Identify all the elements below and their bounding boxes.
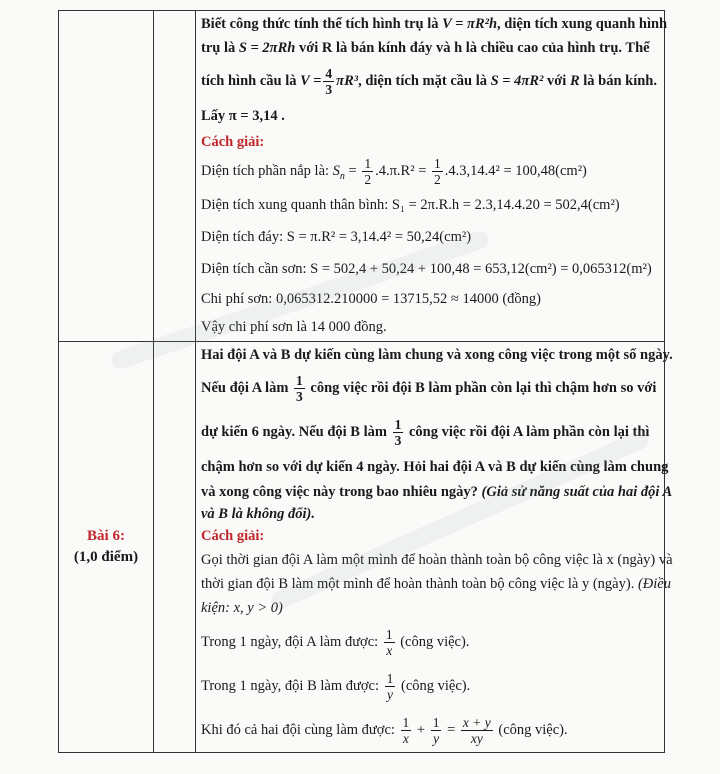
step-rate-b: Trong 1 ngày, đội B làm được: $\frac{1}{y}$ (công việc).: [201, 671, 471, 703]
text: , diện tích mặt cầu là: [358, 73, 491, 89]
fraction-4-3: $\frac{4}{3}$: [325, 66, 333, 98]
label-cell-empty: [59, 11, 154, 342]
problem-score: (1,0 điểm): [73, 549, 139, 565]
question-line-5: và xong công việc này trong bao nhiêu ngày? (Giả sử năng suất của hai đội A: [201, 484, 673, 500]
formula-cylinder-volume: V = πR²h: [442, 16, 498, 32]
question-line-3: dự kiến 6 ngày. Nếu đội B làm $\frac{1}{3}$ công việc rồi đội A làm phần còn lại thì: [201, 417, 650, 449]
solution-heading: Cách giải:: [201, 528, 265, 544]
formula-cylinder-area: S = 2πRh: [238, 40, 296, 56]
fraction-1-x: $\frac{1}{x}$: [402, 715, 410, 747]
step-define-1: Gọi thời gian đội A làm một mình để hoàn thành toàn bộ công việc là x (ngày) và: [201, 552, 673, 568]
solution-heading: Cách giải:: [201, 134, 265, 150]
solution-cell-bai6: [196, 342, 673, 753]
fraction-1-2: $\frac{1}{2}$: [434, 156, 441, 188]
given-line-4: Lấy π = 3,14 .: [201, 108, 285, 124]
score-cell-empty: [154, 11, 196, 342]
step-rate-both: Khi đó cả hai đội cùng làm được: $\frac{1}{x}$ + $\frac{1}{y}$ = $\frac{x + y}{xy}$ (công việc).: [201, 715, 568, 747]
text: tích hình cầu là: [201, 73, 301, 89]
solution-table: [58, 10, 673, 753]
fraction-1-2: $\frac{1}{2}$: [364, 156, 372, 188]
given-line-1: [196, 13, 668, 35]
given-line-2: [196, 35, 664, 61]
solution-cell-bai5: [196, 11, 668, 342]
fraction-1-x: $\frac{1}{x}$: [385, 627, 393, 659]
fraction-1-y: $\frac{1}{y}$: [386, 671, 394, 703]
step-define-2: thời gian đội B làm một mình để hoàn thành toàn bộ công việc là y (ngày). (Điều: [201, 576, 671, 592]
question-line-4: chậm hơn so với dự kiến 4 ngày. Hỏi hai đội A và B dự kiến cùng làm chung: [201, 459, 669, 475]
fraction-1-3: $\frac{1}{3}$: [296, 373, 303, 405]
step-base-area: Diện tích đáy: S = π.R² = 3,14.4² = 50,24(cm²): [201, 229, 472, 245]
formula-sphere-area: S = 4πR²: [490, 73, 544, 89]
fraction-sum: $\frac{x + y}{xy}$: [462, 715, 491, 747]
table-row: [59, 11, 665, 342]
step-rate-a: Trong 1 ngày, đội A làm được: $\frac{1}{x}$ (công việc).: [201, 627, 470, 659]
text: Biết công thức tính thể tích hình trụ là: [201, 16, 443, 32]
problem-title: Bài 6:: [87, 528, 125, 544]
step-paint-cost: Chi phí sơn: 0,065312.210000 = 13715,52 ≈ 14000 (đồng): [201, 291, 541, 307]
table-row: [59, 342, 665, 753]
step-lid-area: Diện tích phần nắp là: $S_n$ = $\frac{1}{2}$ .4.π.R² = $\frac{1}{2}$ .4.3,14.4² = 100,48(cm²): [201, 156, 587, 188]
text: với R là bán kính đáy và h là chiều cao của hình trụ. Thể: [295, 40, 650, 56]
question-line-6: và B là không đổi).: [201, 506, 315, 522]
question-line-2: Nếu đội A làm $\frac{1}{3}$ công việc rồi đội B làm phần còn lại thì chậm hơn so với: [201, 373, 657, 405]
given-line-3: tích hình cầu là V = $\frac{4}{3}$ πR³, diện tích mặt cầu là S = 4πR² với R là bán kính.: [201, 66, 657, 98]
step-conclusion: Vậy chi phí sơn là 14 000 đồng.: [201, 319, 387, 335]
score-cell-empty: [154, 342, 196, 753]
step-side-area: Diện tích xung quanh thân bình: S₁ = 2π.R.h = 2.3,14.4.20 = 502,4(cm²): [201, 197, 620, 213]
question-line-1: Hai đội A và B dự kiến cùng làm chung và xong công việc trong một số ngày.: [201, 347, 673, 363]
fraction-1-3: $\frac{1}{3}$: [394, 417, 402, 449]
formula-sphere-volume: V =: [300, 73, 322, 89]
text: , diện tích xung quanh hình: [497, 16, 668, 32]
step-condition: kiện: x, y > 0): [201, 600, 283, 616]
problem-label-cell: [59, 342, 154, 753]
step-paint-area: Diện tích cần sơn: S = 502,4 + 50,24 + 100,48 = 653,12(cm²) = 0,065312(m²): [201, 261, 652, 277]
fraction-1-y: $\frac{1}{y}$: [432, 715, 440, 747]
text: trụ là: [201, 40, 239, 56]
